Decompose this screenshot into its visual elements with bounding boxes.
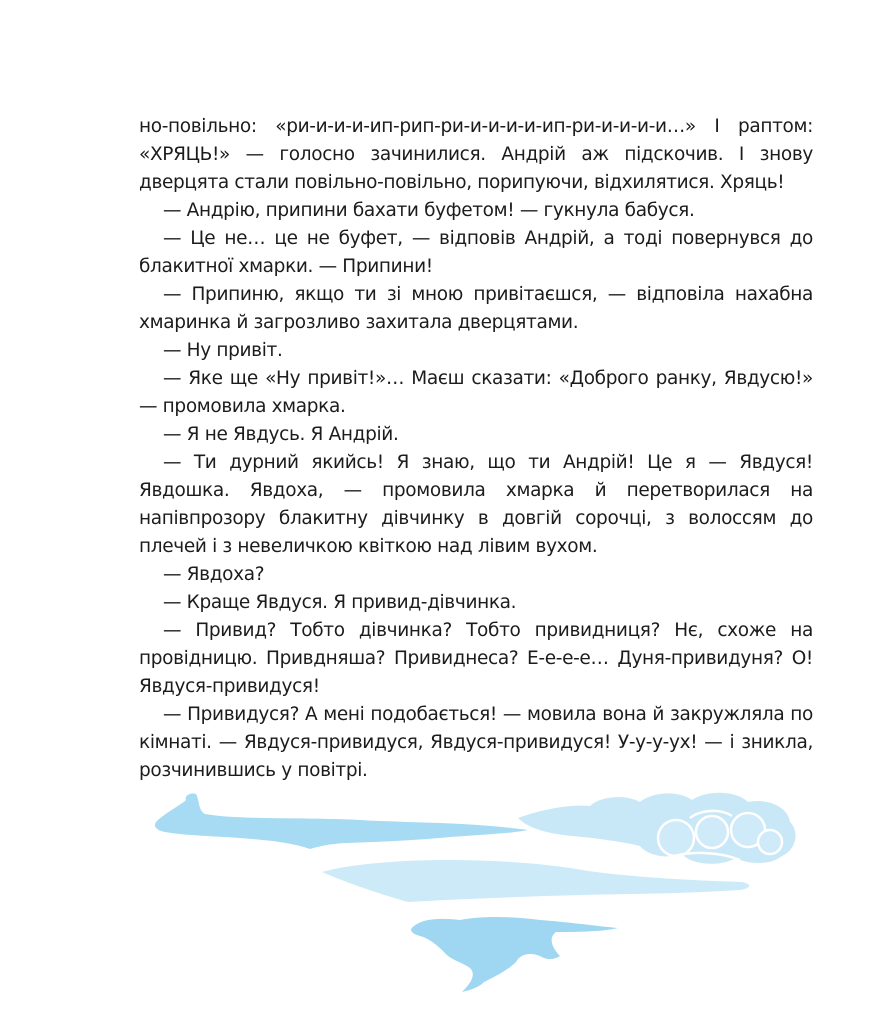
dialogue-paragraph: — Ти дурний якийсь! Я знаю, що ти Андрій! Це я — Явдуся! Явдошка. Явдоха, — промовила хмарка й перетворилася на напівпрозору блакитну дівчинку в довгій сорочці, з волоссям до плечей і з невеличкою квіткою над лівим вухом. bbox=[139, 452, 813, 557]
clouds-illustration bbox=[0, 780, 884, 1024]
paragraph-continuation: но-повільно: «ри-и-и-и-ип-рип-ри-и-и-и-и-ип-ри-и-и-и-и…» І раптом: «ХРЯЦЬ!» — голосно зачинилися. Андрій аж підскочив. І знову дверцята стали повільно-повільно, порипуючи, відхилятися. Хряць! bbox=[139, 116, 813, 193]
dialogue-paragraph: — Привид? Тобто дівчинка? Тобто привидниця? Нє, схоже на провідницю. Привдняша? Привиднеса? Е-е-е-е… Дуня-привидуня? О! Явдуся-привидуся! bbox=[139, 620, 813, 697]
cloud-bottom-icon bbox=[411, 917, 618, 992]
cloud-left-icon bbox=[155, 793, 528, 849]
story-text bbox=[139, 113, 813, 785]
dialogue-paragraph: — Я не Явдусь. Я Андрій. bbox=[163, 424, 399, 445]
dialogue-paragraph: — Це не… це не буфет, — відповів Андрій, а тоді повернувся до блакитної хмарки. — Припини! bbox=[139, 228, 813, 277]
cloud-middle-icon bbox=[322, 860, 749, 902]
dialogue-paragraph: — Яке ще «Ну привіт!»… Маєш сказати: «Доброго ранку, Явдусю!» — промовила хмарка. bbox=[139, 368, 813, 417]
dialogue-paragraph: — Явдоха? bbox=[163, 564, 265, 585]
dialogue-paragraph: — Ну привіт. bbox=[163, 340, 283, 361]
dialogue-paragraph: — Привидуся? А мені подобається! — мовила вона й закружляла по кімнаті. — Явдуся-привидуся, Явдуся-привидуся! У-у-у-ух! — і зникла, розчинившись у повітрі. bbox=[139, 704, 813, 781]
dialogue-paragraph: — Краще Явдуся. Я привид-дівчинка. bbox=[163, 592, 517, 613]
dialogue-paragraph: — Андрію, припини бахати буфетом! — гукнула бабуся. bbox=[163, 200, 695, 221]
dialogue-paragraph: — Припиню, якщо ти зі мною привітаєшся, — відповіла нахабна хмаринка й загрозливо захитала дверцятами. bbox=[139, 284, 813, 333]
